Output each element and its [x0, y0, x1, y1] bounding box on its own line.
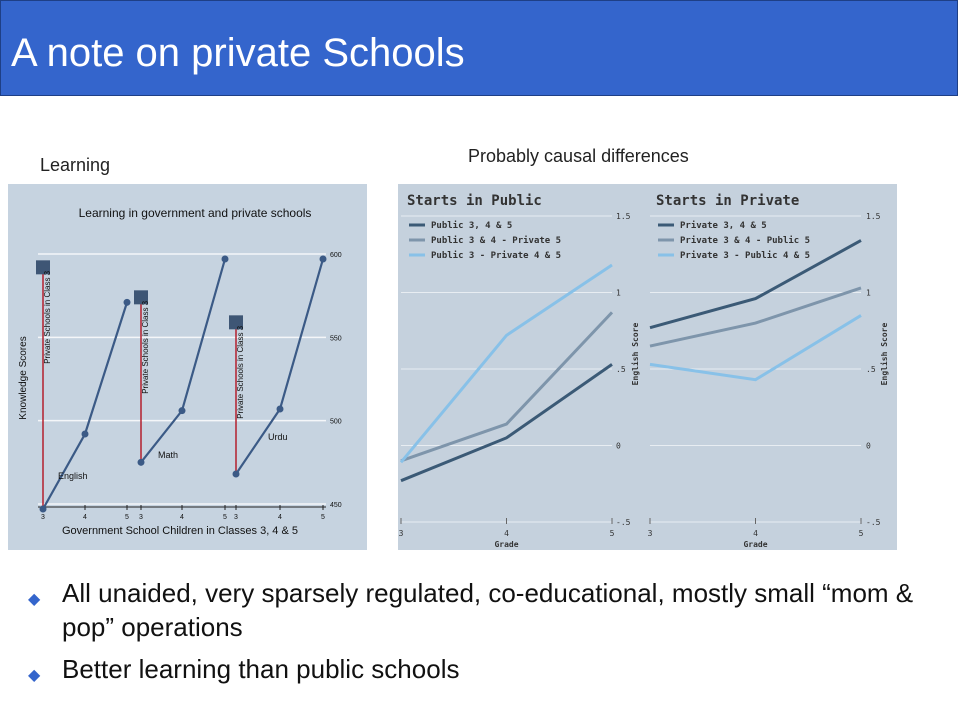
subject-label: Math	[158, 450, 179, 460]
x-tick-label: 3	[234, 514, 238, 521]
y-tick-label: 500	[330, 418, 342, 426]
y-axis-label: Knowledge Scores	[18, 336, 29, 420]
legend-label: Private 3, 4 & 5	[680, 221, 767, 231]
title-bar	[0, 0, 958, 96]
x-tick-label: 4	[83, 514, 87, 521]
x-tick-label: 4	[753, 529, 758, 538]
chart-title: Learning in government and private schools	[78, 206, 312, 220]
slide-title: A note on private Schools	[11, 31, 465, 75]
data-point	[40, 506, 47, 513]
x-axis-label: Government School Children in Classes 3, 4 & 5	[61, 525, 299, 537]
y-tick-label: 1	[616, 288, 621, 298]
x-tick-label: 5	[125, 514, 129, 521]
subject-label: English	[58, 471, 88, 481]
x-axis-label: Grade	[494, 540, 519, 549]
bullet-item	[26, 652, 926, 686]
y-tick-label: 1	[866, 288, 871, 298]
bullet-text: Better learning than public schools	[62, 654, 460, 684]
legend-label: Public 3, 4 & 5	[431, 221, 513, 231]
data-point	[82, 431, 89, 438]
y-tick-label: 550	[330, 335, 342, 343]
y-axis-label: English Score	[880, 322, 889, 386]
panel-title: Starts in Private	[656, 193, 800, 209]
data-point	[233, 471, 240, 478]
x-tick-label: 4	[278, 514, 282, 521]
y-tick-label: -.5	[866, 518, 881, 527]
legend-label: Public 3 & 4 - Private 5	[431, 236, 562, 246]
x-tick-label: 3	[398, 529, 404, 538]
data-point	[222, 256, 229, 263]
private-school-label: Private Schools in Class 3	[236, 325, 245, 419]
y-tick-label: -.5	[616, 518, 631, 527]
x-tick-label: 4	[504, 529, 509, 538]
private-school-label: Private Schools in Class 3	[141, 300, 150, 394]
private-school-label: Private Schools in Class 3	[43, 270, 52, 364]
y-tick-label: 600	[330, 252, 342, 259]
left-caption: Learning	[40, 155, 111, 175]
y-tick-label: .5	[866, 365, 876, 374]
panel-title: Starts in Public	[407, 193, 542, 209]
x-tick-label: 5	[223, 514, 227, 521]
legend-label: Public 3 - Private 4 & 5	[431, 251, 562, 261]
y-tick-label: .5	[616, 365, 626, 374]
bullet-text: All unaided, very sparsely regulated, co-educational, mostly small “mom & pop” operations	[62, 578, 914, 642]
x-tick-label: 5	[609, 529, 615, 538]
data-point	[179, 407, 186, 414]
y-tick-label: 450	[330, 502, 342, 509]
legend-label: Private 3 & 4 - Public 5	[680, 236, 811, 246]
learning-chart	[8, 184, 367, 550]
diamond-bullet-icon: ◆	[28, 591, 41, 608]
bullet-list	[26, 576, 926, 694]
subject-label: Urdu	[268, 432, 288, 442]
y-tick-label: 1.5	[616, 212, 631, 221]
chart-background	[8, 184, 367, 550]
x-tick-label: 3	[139, 514, 143, 521]
x-tick-label: 4	[180, 514, 184, 521]
y-axis-label: English Score	[631, 322, 640, 386]
x-tick-label: 3	[41, 514, 45, 521]
x-tick-label: 5	[858, 529, 864, 538]
causal-differences-chart	[398, 184, 897, 550]
y-tick-label: 1.5	[866, 212, 881, 221]
diamond-bullet-icon: ◆	[28, 667, 41, 684]
legend-label: Private 3 - Public 4 & 5	[680, 251, 811, 261]
x-tick-label: 5	[321, 514, 325, 521]
data-point	[138, 459, 145, 466]
data-point	[124, 299, 131, 306]
y-tick-label: 0	[866, 441, 871, 451]
x-axis-label: Grade	[743, 540, 768, 549]
right-caption: Probably causal differences	[468, 146, 689, 166]
data-point	[320, 256, 327, 263]
x-tick-label: 3	[647, 529, 653, 538]
bullet-item	[26, 576, 926, 644]
data-point	[277, 406, 284, 413]
y-tick-label: 0	[616, 441, 621, 451]
